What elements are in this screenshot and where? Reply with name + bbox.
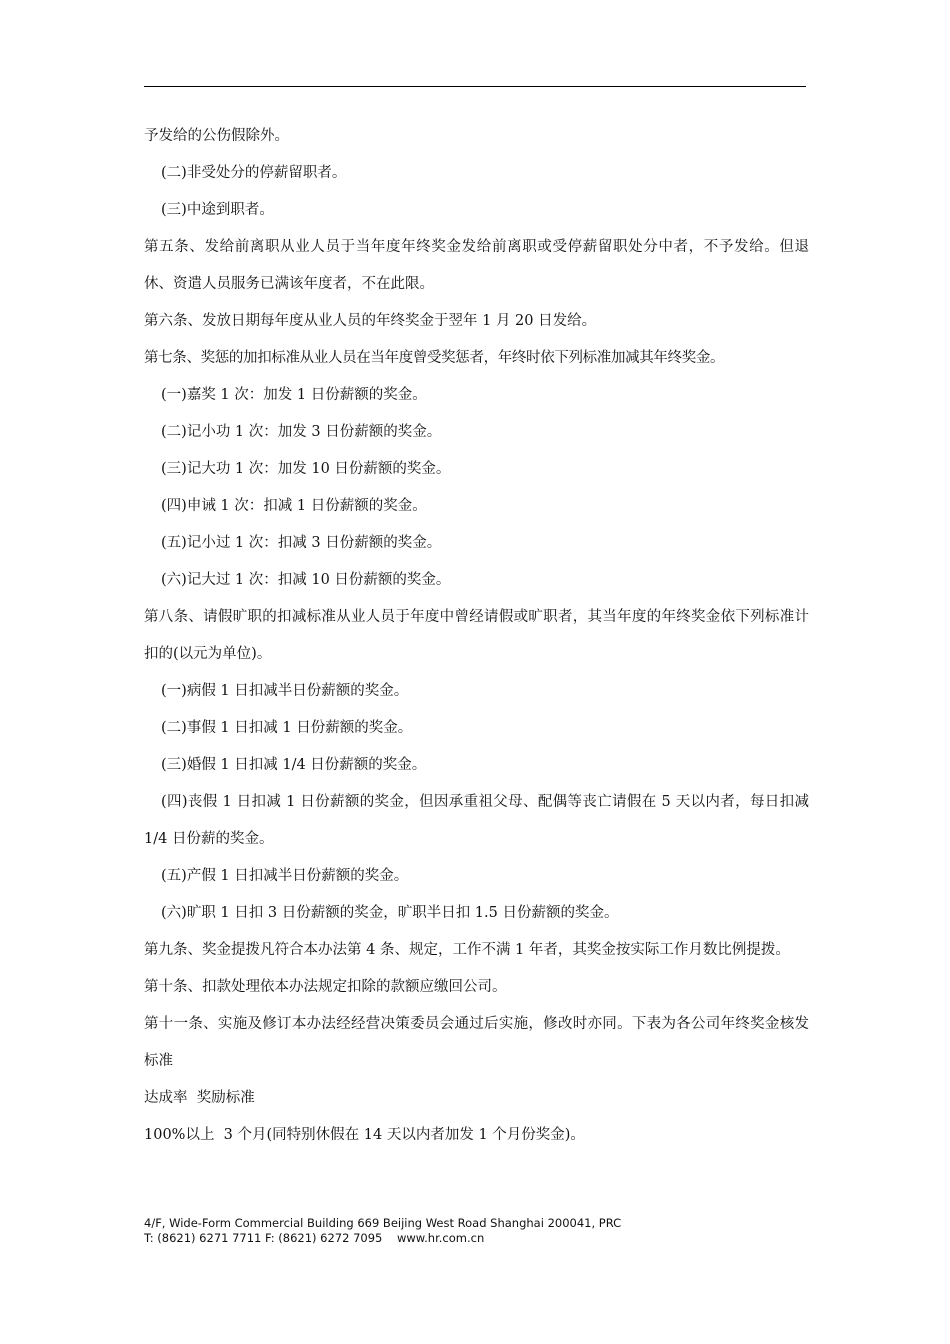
list-item: (二)非受处分的停薪留职者。	[161, 165, 347, 181]
article-5: 第五条、发给前离职从业人员于当年度年终奖金发给前离职或受停薪留职处分中者，不予发给。但退休、资遣人员服务已满该年度者，不在此限。	[144, 239, 809, 292]
list-item: (四)丧假 1 日扣减 1 日份薪额的奖金，但因承重祖父母、配偶等丧亡请假在 5 天以内者，每日扣减 1/4 日份薪的奖金。	[144, 794, 809, 847]
table-header: 达成率 奖励标准	[144, 1090, 255, 1106]
footer-address: 4/F, Wide-Form Commercial Building 669 Beijing West Road Shanghai 200041, PRC	[144, 1216, 622, 1230]
document-body	[144, 118, 809, 1154]
list-item: (五)产假 1 日扣减半日份薪额的奖金。	[161, 868, 409, 884]
list-item: (二)事假 1 日扣减 1 日份薪额的奖金。	[161, 720, 413, 736]
list-item: (三)婚假 1 日扣减 1/4 日份薪额的奖金。	[161, 757, 427, 773]
article-7: 第七条、奖惩的加扣标准从业人员在当年度曾受奖惩者，年终时依下列标准加减其年终奖金。	[144, 350, 725, 366]
list-item: (六)旷职 1 日扣 3 日份薪额的奖金，旷职半日扣 1.5 日份薪额的奖金。	[161, 905, 619, 921]
table-row: 100%以上 3 个月(同特别休假在 14 天以内者加发 1 个月份奖金)。	[144, 1127, 585, 1143]
list-item: (五)记小过 1 次：扣减 3 日份薪额的奖金。	[161, 535, 442, 551]
paragraph: 予发给的公伤假除外。	[144, 128, 289, 144]
article-11: 第十一条、实施及修订本办法经经营决策委员会通过后实施，修改时亦同。下表为各公司年终奖金核发标准	[144, 1016, 809, 1069]
list-item: (二)记小功 1 次：加发 3 日份薪额的奖金。	[161, 424, 442, 440]
list-item: (一)病假 1 日扣减半日份薪额的奖金。	[161, 683, 409, 699]
header-rule	[144, 86, 806, 87]
list-item: (四)申诫 1 次：扣减 1 日份薪额的奖金。	[161, 498, 427, 514]
list-item: (一)嘉奖 1 次：加发 1 日份薪额的奖金。	[161, 387, 427, 403]
article-6: 第六条、发放日期每年度从业人员的年终奖金于翌年 1 月 20 日发给。	[144, 313, 597, 329]
footer-contact: T: (8621) 6271 7711 F: (8621) 6272 7095 www.hr.com.cn	[144, 1231, 485, 1245]
list-item: (六)记大过 1 次：扣减 10 日份薪额的奖金。	[161, 572, 451, 588]
article-9: 第九条、奖金提拨凡符合本办法第 4 条、规定，工作不满 1 年者，其奖金按实际工作月数比例提拨。	[144, 942, 790, 958]
list-item: (三)记大功 1 次：加发 10 日份薪额的奖金。	[161, 461, 451, 477]
article-8: 第八条、请假旷职的扣减标准从业人员于年度中曾经请假或旷职者，其当年度的年终奖金依下列标准计扣的(以元为单位)。	[144, 609, 809, 662]
article-10: 第十条、扣款处理依本办法规定扣除的款额应缴回公司。	[144, 979, 507, 995]
page-footer	[144, 1216, 804, 1246]
list-item: (三)中途到职者。	[161, 202, 274, 218]
